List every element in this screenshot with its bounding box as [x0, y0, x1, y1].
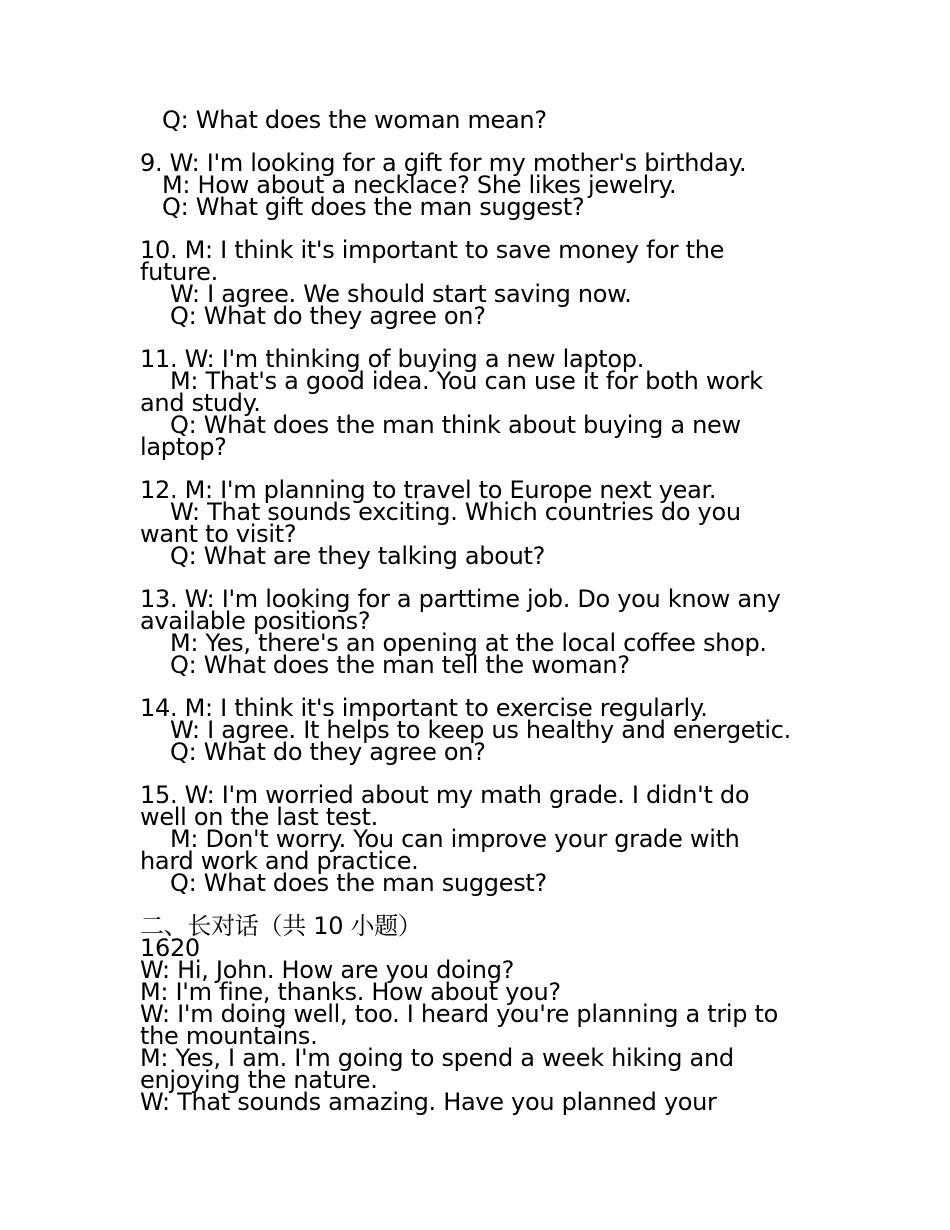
question-line: Q: What does the man think about buying a new	[170, 411, 741, 439]
dialogue-line: 11. W: I'm thinking of buying a new laptop.	[140, 345, 645, 373]
question-line: Q: What do they agree on?	[170, 302, 486, 330]
section-long-dialogue	[140, 912, 820, 1116]
dialogue-line-wrap: hard work and practice.	[140, 847, 419, 875]
dialogue-line-wrap: the mountains.	[140, 1022, 318, 1050]
question-9	[140, 149, 820, 221]
dialogue-line: M: How about a necklace? She likes jewelry.	[162, 171, 677, 199]
question-11	[140, 345, 820, 461]
dialogue-line: 15. W: I'm worried about my math grade. I didn't do	[140, 781, 750, 809]
dialogue-line-wrap: and study.	[140, 389, 261, 417]
question-line: Q: What does the man tell the woman?	[170, 651, 630, 679]
question-line-wrap: laptop?	[140, 433, 227, 461]
dialogue-line: W: I agree. We should start saving now.	[170, 280, 632, 308]
dialogue-line-wrap: want to visit?	[140, 520, 297, 548]
dialogue-line-wrap: enjoying the nature.	[140, 1066, 378, 1094]
question-line: Q: What are they talking about?	[170, 542, 546, 570]
question-line: Q: What does the woman mean?	[162, 106, 547, 134]
dialogue-line: W: That sounds exciting. Which countries do you	[170, 498, 741, 526]
dialogue-line: 13. W: I'm looking for a parttime job. Do you know any	[140, 585, 781, 613]
question-13	[140, 585, 820, 679]
dialogue-line: M: Yes, there's an opening at the local coffee shop.	[170, 629, 767, 657]
dialogue-line: M: That's a good idea. You can use it for both work	[170, 367, 763, 395]
question-range: 1620	[140, 934, 200, 962]
dialogue-line: W: I'm doing well, too. I heard you're planning a trip to	[140, 1000, 779, 1028]
dialogue-line-wrap: future.	[140, 258, 218, 286]
dialogue-line: M: Yes, I am. I'm going to spend a week hiking and	[140, 1044, 734, 1072]
dialogue-line: M: I'm fine, thanks. How about you?	[140, 978, 561, 1006]
question-line: Q: What does the man suggest?	[170, 869, 547, 897]
dialogue-line: W: I agree. It helps to keep us healthy and energetic.	[170, 716, 791, 744]
question-line: Q: What gift does the man suggest?	[162, 193, 585, 221]
dialogue-line: M: Don't worry. You can improve your grade with	[170, 825, 740, 853]
dialogue-line: 12. M: I'm planning to travel to Europe next year.	[140, 476, 717, 504]
document-body	[140, 106, 820, 1116]
dialogue-line: 10. M: I think it's important to save money for the	[140, 236, 725, 264]
question-12	[140, 476, 820, 570]
question-15	[140, 781, 820, 897]
dialogue-line: W: Hi, John. How are you doing?	[140, 956, 515, 984]
dialogue-line: 9. W: I'm looking for a gift for my mother's birthday.	[140, 149, 747, 177]
dialogue-line: W: That sounds amazing. Have you planned your	[140, 1088, 717, 1116]
question-14	[140, 694, 820, 766]
question-10	[140, 236, 820, 330]
dialogue-line-wrap: well on the last test.	[140, 803, 378, 831]
question-8-tail	[140, 106, 820, 134]
section-heading: 二、长对话（共 10 小题）	[140, 912, 422, 940]
dialogue-line-wrap: available positions?	[140, 607, 371, 635]
dialogue-line: 14. M: I think it's important to exercise regularly.	[140, 694, 708, 722]
question-line: Q: What do they agree on?	[170, 738, 486, 766]
